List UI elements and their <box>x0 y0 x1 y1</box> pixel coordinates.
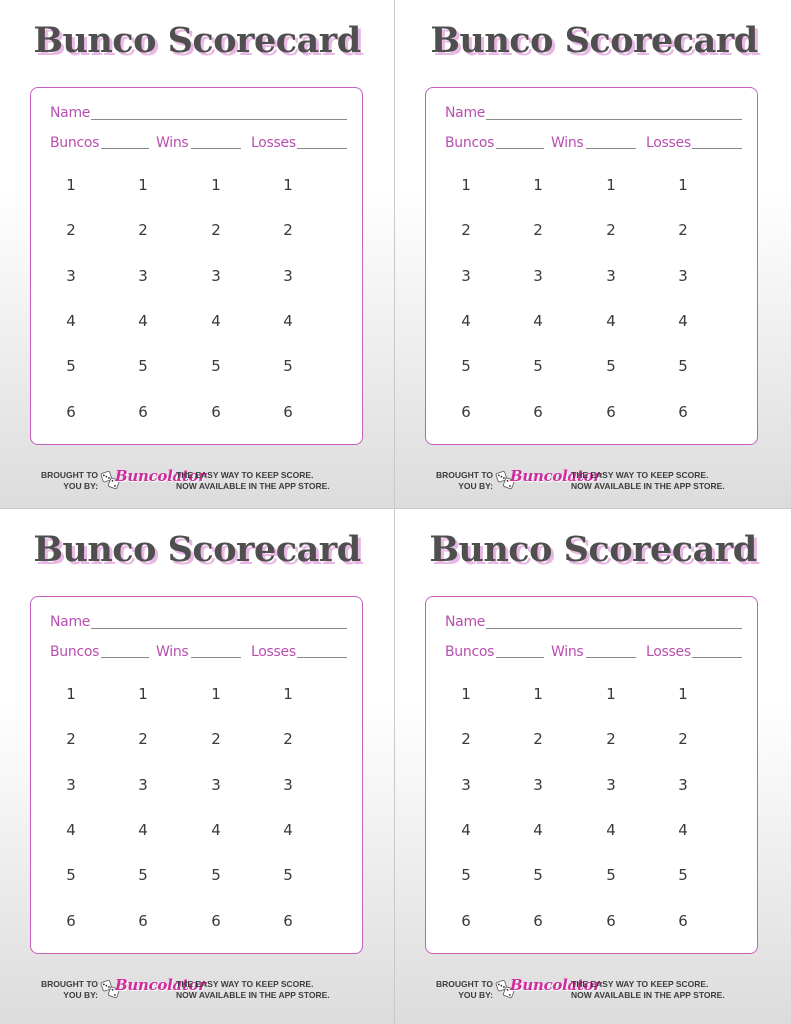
brought-to-you-by <box>409 470 493 492</box>
round-number: 5 <box>678 866 688 885</box>
round-number: 4 <box>211 311 221 330</box>
name-line[interactable] <box>486 628 742 629</box>
round-number: 6 <box>211 911 221 930</box>
tagline <box>571 470 771 492</box>
brought-to-you-by <box>14 979 98 1001</box>
round-number: 4 <box>66 311 76 330</box>
round-number: 6 <box>461 402 471 421</box>
buncos-line[interactable] <box>496 657 544 658</box>
round-number: 6 <box>678 402 688 421</box>
round-number: 5 <box>138 357 148 376</box>
round-number: 3 <box>533 775 543 794</box>
round-number: 2 <box>678 221 688 240</box>
round-number: 4 <box>606 820 616 839</box>
wins-line[interactable] <box>191 657 241 658</box>
round-number: 5 <box>66 357 76 376</box>
round-number: 1 <box>66 176 76 194</box>
round-number: 1 <box>211 685 221 703</box>
round-number: 6 <box>678 911 688 930</box>
round-number: 1 <box>533 685 543 703</box>
round-number: 6 <box>138 911 148 930</box>
scorecard-title: Bunco Scorecard <box>429 529 757 570</box>
losses-line[interactable] <box>297 657 347 658</box>
round-number: 3 <box>66 266 76 285</box>
scorecard-card <box>425 87 758 445</box>
buncos-line[interactable] <box>496 148 544 149</box>
round-number: 5 <box>606 866 616 885</box>
round-number: 3 <box>461 266 471 285</box>
round-number: 4 <box>283 820 293 839</box>
round-number: 1 <box>678 176 688 194</box>
round-number: 4 <box>66 820 76 839</box>
losses-label: Losses <box>251 135 296 151</box>
wins-line[interactable] <box>586 148 636 149</box>
brought-line-2: YOU BY: <box>458 481 493 491</box>
tagline-line-2: NOW AVAILABLE IN THE APP STORE. <box>571 481 725 491</box>
round-number: 6 <box>533 402 543 421</box>
losses-line[interactable] <box>692 657 742 658</box>
round-number: 2 <box>211 730 221 749</box>
round-number: 4 <box>138 311 148 330</box>
round-number: 5 <box>533 357 543 376</box>
tagline-line-2: NOW AVAILABLE IN THE APP STORE. <box>176 990 330 1000</box>
buncos-label: Buncos <box>445 135 495 151</box>
scorecard-title: Bunco Scorecard <box>430 20 758 61</box>
footer <box>395 463 790 503</box>
name-label: Name <box>445 105 486 121</box>
round-number: 6 <box>66 911 76 930</box>
round-number: 3 <box>138 775 148 794</box>
round-number: 2 <box>678 730 688 749</box>
round-number: 5 <box>461 866 471 885</box>
tagline-line-1: THE EASY WAY TO KEEP SCORE. <box>571 979 709 989</box>
round-number: 2 <box>606 221 616 240</box>
tagline-line-2: NOW AVAILABLE IN THE APP STORE. <box>571 990 725 1000</box>
round-number: 4 <box>138 820 148 839</box>
round-number: 2 <box>606 730 616 749</box>
buncos-label: Buncos <box>445 644 495 660</box>
round-number: 2 <box>461 221 471 240</box>
brought-line-2: YOU BY: <box>63 990 98 1000</box>
round-number: 2 <box>533 730 543 749</box>
losses-line[interactable] <box>692 148 742 149</box>
wins-label: Wins <box>156 644 189 660</box>
round-number: 6 <box>283 402 293 421</box>
brought-line-1: BROUGHT TO <box>41 470 98 480</box>
round-number: 6 <box>283 911 293 930</box>
wins-label: Wins <box>551 644 584 660</box>
scorecard-card <box>30 87 363 445</box>
scorecard-card <box>30 596 363 954</box>
round-number: 2 <box>283 221 293 240</box>
buncolator-logo: Buncolator <box>115 976 206 994</box>
brought-to-you-by <box>14 470 98 492</box>
round-number: 1 <box>66 685 76 703</box>
round-number: 1 <box>211 176 221 194</box>
tagline <box>571 979 771 1001</box>
round-number: 6 <box>461 911 471 930</box>
round-number: 2 <box>283 730 293 749</box>
brought-line-2: YOU BY: <box>458 990 493 1000</box>
round-number: 3 <box>283 266 293 285</box>
round-number: 5 <box>211 866 221 885</box>
round-number: 3 <box>66 775 76 794</box>
round-number: 5 <box>283 357 293 376</box>
round-number: 1 <box>533 176 543 194</box>
round-number: 4 <box>461 820 471 839</box>
name-line[interactable] <box>91 119 347 120</box>
round-number: 4 <box>533 311 543 330</box>
wins-line[interactable] <box>191 148 241 149</box>
name-line[interactable] <box>486 119 742 120</box>
losses-label: Losses <box>251 644 296 660</box>
brought-line-1: BROUGHT TO <box>436 979 493 989</box>
name-label: Name <box>50 614 91 630</box>
round-number: 4 <box>606 311 616 330</box>
round-number: 5 <box>66 866 76 885</box>
footer <box>0 463 395 503</box>
round-number: 4 <box>678 820 688 839</box>
brought-line-1: BROUGHT TO <box>41 979 98 989</box>
tagline <box>176 470 376 492</box>
round-number: 2 <box>211 221 221 240</box>
scorecard-card <box>425 596 758 954</box>
round-number: 3 <box>283 775 293 794</box>
round-number: 2 <box>138 221 148 240</box>
buncolator-logo: Buncolator <box>115 467 206 485</box>
round-number: 5 <box>606 357 616 376</box>
name-line[interactable] <box>91 628 347 629</box>
brought-line-2: YOU BY: <box>63 481 98 491</box>
round-number: 2 <box>461 730 471 749</box>
round-number: 4 <box>283 311 293 330</box>
brought-line-1: BROUGHT TO <box>436 470 493 480</box>
round-number: 2 <box>138 730 148 749</box>
buncos-line[interactable] <box>101 148 149 149</box>
round-number: 4 <box>461 311 471 330</box>
round-number: 2 <box>66 730 76 749</box>
footer <box>0 972 395 1012</box>
round-number: 4 <box>211 820 221 839</box>
round-number: 3 <box>211 775 221 794</box>
round-number: 1 <box>138 176 148 194</box>
name-label: Name <box>50 105 91 121</box>
scorecard-quadrant-4 <box>395 509 791 1024</box>
round-number: 6 <box>66 402 76 421</box>
buncos-label: Buncos <box>50 135 100 151</box>
scorecard-title: Bunco Scorecard <box>33 20 361 61</box>
tagline-line-2: NOW AVAILABLE IN THE APP STORE. <box>176 481 330 491</box>
round-number: 2 <box>533 221 543 240</box>
round-number: 2 <box>66 221 76 240</box>
round-number: 3 <box>533 266 543 285</box>
losses-label: Losses <box>646 644 691 660</box>
round-number: 1 <box>461 176 471 194</box>
round-number: 1 <box>678 685 688 703</box>
buncolator-logo: Buncolator <box>510 976 601 994</box>
name-label: Name <box>445 614 486 630</box>
round-number: 3 <box>678 266 688 285</box>
round-number: 1 <box>606 176 616 194</box>
brought-to-you-by <box>409 979 493 1001</box>
tagline-line-1: THE EASY WAY TO KEEP SCORE. <box>176 470 314 480</box>
losses-label: Losses <box>646 135 691 151</box>
scorecard-title: Bunco Scorecard <box>33 529 361 570</box>
wins-label: Wins <box>551 135 584 151</box>
round-number: 4 <box>678 311 688 330</box>
buncos-label: Buncos <box>50 644 100 660</box>
round-number: 6 <box>138 402 148 421</box>
tagline-line-1: THE EASY WAY TO KEEP SCORE. <box>571 470 709 480</box>
round-number: 1 <box>138 685 148 703</box>
tagline-line-1: THE EASY WAY TO KEEP SCORE. <box>176 979 314 989</box>
round-number: 5 <box>211 357 221 376</box>
scorecard-quadrant-3 <box>0 509 395 1024</box>
losses-line[interactable] <box>297 148 347 149</box>
round-number: 3 <box>606 775 616 794</box>
round-number: 3 <box>678 775 688 794</box>
scorecard-quadrant-2 <box>395 0 791 509</box>
round-number: 3 <box>138 266 148 285</box>
round-number: 6 <box>211 402 221 421</box>
round-number: 5 <box>283 866 293 885</box>
round-number: 1 <box>283 685 293 703</box>
round-number: 1 <box>283 176 293 194</box>
round-number: 3 <box>211 266 221 285</box>
round-number: 1 <box>606 685 616 703</box>
round-number: 6 <box>533 911 543 930</box>
round-number: 3 <box>461 775 471 794</box>
round-number: 5 <box>138 866 148 885</box>
round-number: 4 <box>533 820 543 839</box>
round-number: 5 <box>533 866 543 885</box>
round-number: 3 <box>606 266 616 285</box>
wins-line[interactable] <box>586 657 636 658</box>
round-number: 5 <box>678 357 688 376</box>
round-number: 1 <box>461 685 471 703</box>
wins-label: Wins <box>156 135 189 151</box>
footer <box>395 972 790 1012</box>
tagline <box>176 979 376 1001</box>
scorecard-quadrant-1 <box>0 0 395 509</box>
round-number: 6 <box>606 402 616 421</box>
round-number: 5 <box>461 357 471 376</box>
buncos-line[interactable] <box>101 657 149 658</box>
round-number: 6 <box>606 911 616 930</box>
buncolator-logo: Buncolator <box>510 467 601 485</box>
